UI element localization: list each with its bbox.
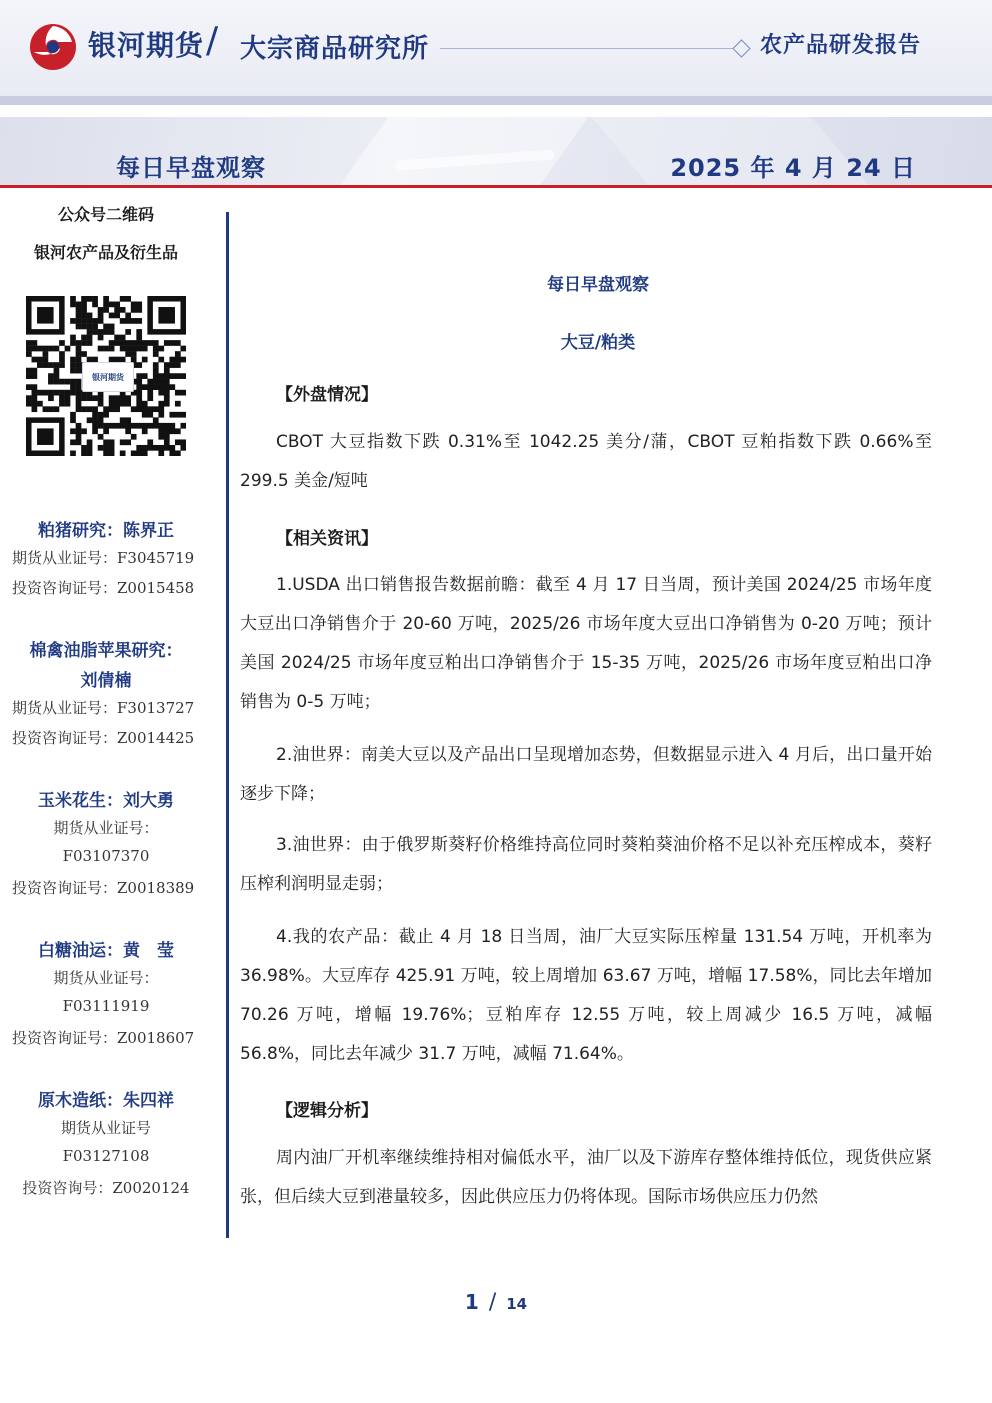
doc-title: 每日早盘观察: [547, 275, 649, 295]
report-title: 每日早盘观察: [116, 154, 266, 182]
analyst-name: 刘倩楠: [80, 671, 132, 691]
analyst-credential: 投资咨询证号：Z0014425: [12, 729, 195, 747]
qr-logo: [82, 362, 134, 392]
analyst-heading: 玉米花生：刘大勇: [38, 791, 174, 811]
analyst-heading: 原木造纸：朱四祥: [38, 1091, 174, 1111]
analyst-credential: 期货从业证号：: [53, 969, 159, 987]
qr-title: 公众号二维码: [57, 205, 154, 224]
analyst-heading: 棉禽油脂苹果研究：: [29, 641, 183, 661]
paragraph-overseas: CBOT 大豆指数下跌 0.31%至 1042.25 美分/蒲，CBOT 豆粕指数下跌 0.66%至 299.5 美金/短吨: [240, 432, 932, 491]
analyst-credential: 投资咨询证号：Z0018389: [12, 879, 195, 897]
analyst-credential: 投资咨询号：Z0020124: [22, 1179, 190, 1197]
page-number: [0, 1290, 992, 1315]
analyst-heading: 白糖油运：黄 莹: [38, 941, 174, 961]
analyst-credential: 期货从业证号: [60, 1119, 151, 1137]
diamond-icon: [732, 39, 750, 57]
paragraph-logic: 周内油厂开机率继续维持相对偏低水平，油厂以及下游库存整体维持低位，现货供应紧张，但后续大豆到港量较多，因此供应压力仍将体现。国际市场供应压力仍然: [240, 1148, 932, 1207]
wechat-qr-code: [26, 296, 186, 456]
paragraph-news-2: 2.油世界：南美大豆以及产品出口呈现增加态势，但数据显示进入 4 月后，出口量开始逐步下降；: [240, 745, 932, 804]
analyst-credential: F03107370: [62, 847, 150, 865]
title-red-line: [0, 185, 992, 188]
analyst-credential: 投资咨询证号：Z0018607: [12, 1029, 195, 1047]
institute-name: 大宗商品研究所: [240, 34, 430, 64]
header-divider-line: [440, 48, 736, 49]
paragraph-news-4: 4.我的农产品：截止 4 月 18 日当周，油厂大豆实际压榨量 131.54 万吨，开机率为 36.98%。大豆库存 425.91 万吨，较上周增加 63.67 万吨，增幅 17.58%，同比去年增加 70.26 万吨，增幅 19.76%；豆粕库存 12.55 万吨，较上周减少 16.5 万吨，减幅 56.8%，同比去年减少 31.7 万吨，减幅 71.64%。: [240, 927, 932, 1064]
paragraph-news-1: 1.USDA 出口销售报告数据前瞻：截至 4 月 17 日当周，预计美国 2024/25 市场年度大豆出口净销售介于 20-60 万吨，2025/26 市场年度大豆出口净销售为 0-20 万吨；预计美国 2024/25 市场年度豆粕出口净销售介于 15-35 万吨，2025/26 市场年度豆粕出口净销售为 0-5 万吨；: [240, 575, 932, 712]
analyst-heading: 粕猪研究：陈界正: [38, 521, 174, 541]
section-heading-news: 【相关资讯】: [276, 529, 378, 549]
page-separator: /: [488, 1290, 497, 1315]
section-heading-overseas: 【外盘情况】: [276, 385, 378, 405]
qr-subtitle: 银河农产品及衍生品: [33, 243, 178, 262]
qr-logo-text: 银河期货: [92, 372, 124, 382]
paragraph-news-3: 3.油世界：由于俄罗斯葵籽价格维持高位同时葵粕葵油价格不足以补充压榨成本，葵籽压榨利润明显走弱；: [240, 835, 932, 894]
page-current: 1: [464, 1290, 479, 1314]
section-title: 大豆/粕类: [560, 333, 636, 353]
galaxy-logo-icon: [28, 22, 78, 72]
analyst-credential: F03111919: [62, 997, 150, 1015]
analyst-credential: 期货从业证号：F3013727: [12, 699, 195, 717]
header-stripe: [0, 96, 992, 105]
header-band: [0, 0, 992, 96]
report-date: 2025 年 4 月 24 日: [670, 154, 916, 182]
brand-name: 银河期货: [88, 29, 205, 62]
page-total: 14: [506, 1295, 528, 1313]
analyst-credential: 期货从业证号：: [53, 819, 159, 837]
brand-slash: /: [206, 20, 219, 61]
analyst-credential: 期货从业证号：F3045719: [12, 549, 195, 567]
section-heading-logic: 【逻辑分析】: [276, 1101, 378, 1121]
analyst-credential: F03127108: [62, 1147, 150, 1165]
analyst-credential: 投资咨询证号：Z0015458: [12, 579, 195, 597]
sidebar-divider: [226, 212, 229, 1238]
report-type: 农产品研发报告: [760, 33, 922, 58]
